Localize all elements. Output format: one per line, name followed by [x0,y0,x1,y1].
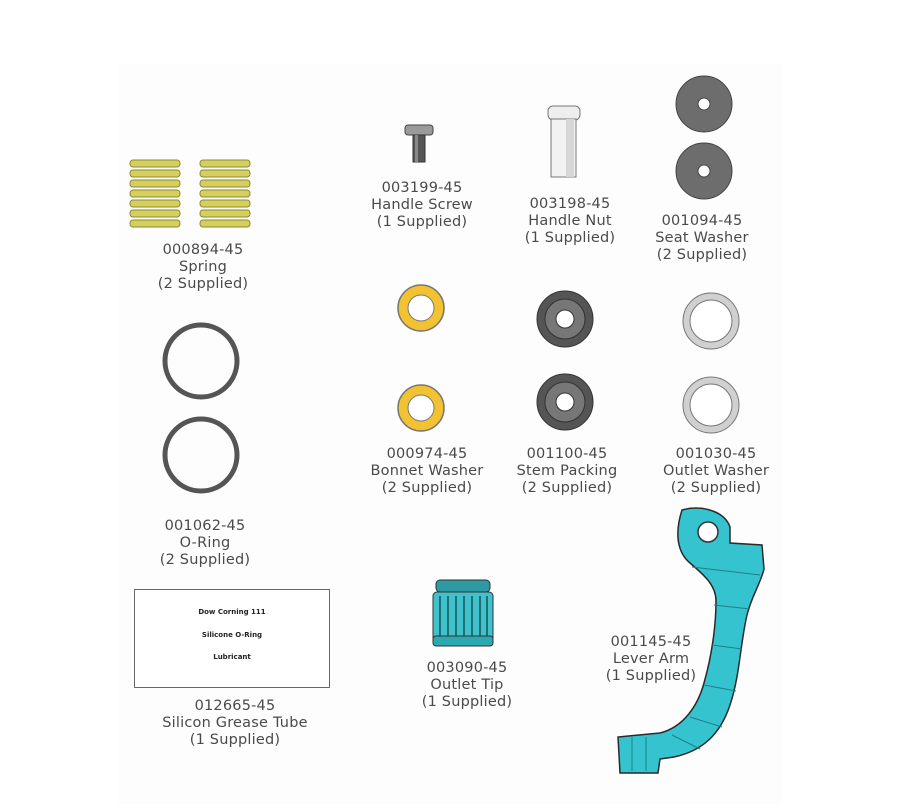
screw-icon [403,124,435,164]
bonnet-washer-label: 000974-45 Bonnet Washer (2 Supplied) [370,446,484,496]
tube-icon: Dow Corning 111 Silicone O-Ring Lubricant [134,589,330,688]
nut-icon [546,105,582,180]
o-ring-icon [160,321,242,496]
washer-icon [396,283,446,433]
spring-label: 000894-45 Spring (2 Supplied) [157,242,249,292]
lever-arm-label: 001145-45 Lever Arm (1 Supplied) [605,634,697,684]
stem-packing-label: 001100-45 Stem Packing (2 Supplied) [516,446,618,496]
outlet-washer-label: 001030-45 Outlet Washer (2 Supplied) [662,446,770,496]
washer-icon [674,76,734,201]
outlet-tip-icon [430,578,496,650]
spring-icon [128,158,258,238]
grease-tube-label: 012665-45 Silicon Grease Tube (1 Supplied) [162,698,308,748]
o-ring-label: 001062-45 O-Ring (2 Supplied) [159,518,251,568]
washer-icon [681,293,741,433]
seat-washer-label: 001094-45 Seat Washer (2 Supplied) [655,213,749,263]
washer-icon [535,289,595,434]
outlet-tip-label: 003090-45 Outlet Tip (1 Supplied) [421,660,513,710]
nut-label: 003198-45 Handle Nut (1 Supplied) [524,196,616,246]
screw-label: 003199-45 Handle Screw (1 Supplied) [371,180,473,230]
